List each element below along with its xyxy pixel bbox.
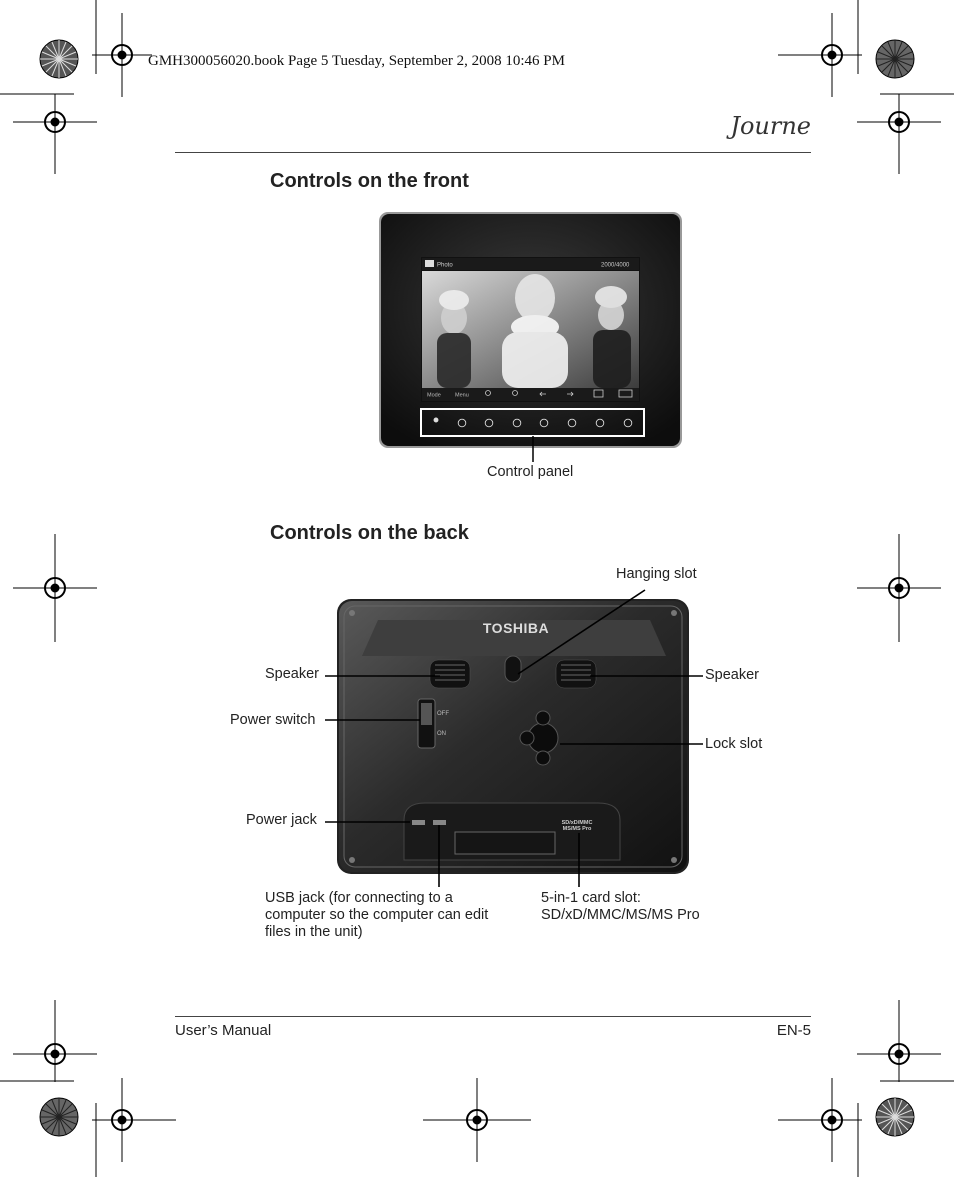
running-head: Journe bbox=[730, 112, 811, 140]
card-slot-line-1: 5-in-1 card slot: bbox=[541, 890, 641, 906]
starburst-marks bbox=[40, 40, 914, 1136]
card-marking-line-1: SD/xD/MMC bbox=[561, 820, 593, 826]
toshiba-logo: TOSHIBA bbox=[482, 620, 550, 636]
footer-page-number: EN-5 bbox=[776, 1022, 811, 1039]
label-speaker-left: Speaker bbox=[265, 666, 320, 682]
card-slot-line-2: SD/xD/MMC/MS/MS Pro bbox=[541, 907, 700, 923]
card-slot-marking bbox=[554, 820, 600, 832]
power-on-marking: ON bbox=[437, 731, 446, 737]
power-off-marking: OFF bbox=[437, 711, 449, 717]
screen-photo-label: Photo bbox=[437, 262, 453, 269]
heading-controls-back: Controls on the back bbox=[270, 522, 469, 544]
label-speaker-right: Speaker bbox=[705, 667, 760, 683]
label-usb-jack: USB jack (for connecting to a computer so the computer can edit files in the unit) bbox=[265, 890, 489, 940]
footer-manual-title: User’s Manual bbox=[175, 1022, 272, 1039]
card-slot-opening bbox=[455, 832, 555, 854]
footer-rule bbox=[175, 1016, 811, 1017]
heading-controls-front: Controls on the front bbox=[270, 170, 469, 192]
book-file-header: GMH300056020.book Page 5 Tuesday, September 2, 2008 10:46 PM bbox=[148, 53, 565, 69]
card-marking-line-2: MS/MS Pro bbox=[562, 826, 592, 832]
label-card-slot bbox=[541, 890, 741, 924]
screen-mode-label: Mode bbox=[427, 392, 441, 399]
screen-counter-label: 2000/4000 bbox=[601, 262, 630, 269]
photo-mode-icon bbox=[425, 260, 434, 267]
usb-port bbox=[433, 820, 446, 825]
label-power-jack: Power jack bbox=[246, 812, 317, 828]
screen-menu-label: Menu bbox=[455, 392, 469, 399]
hanging-slot-hole bbox=[505, 656, 521, 682]
label-power-switch: Power switch bbox=[230, 712, 316, 728]
registration-marks bbox=[13, 13, 941, 1162]
label-control-panel: Control panel bbox=[487, 464, 574, 480]
front-frame-illustration bbox=[379, 212, 682, 462]
power-jack-port bbox=[412, 820, 425, 825]
label-lock-slot: Lock slot bbox=[705, 736, 763, 752]
label-hanging-slot: Hanging slot bbox=[616, 566, 697, 582]
header-rule bbox=[175, 152, 811, 153]
